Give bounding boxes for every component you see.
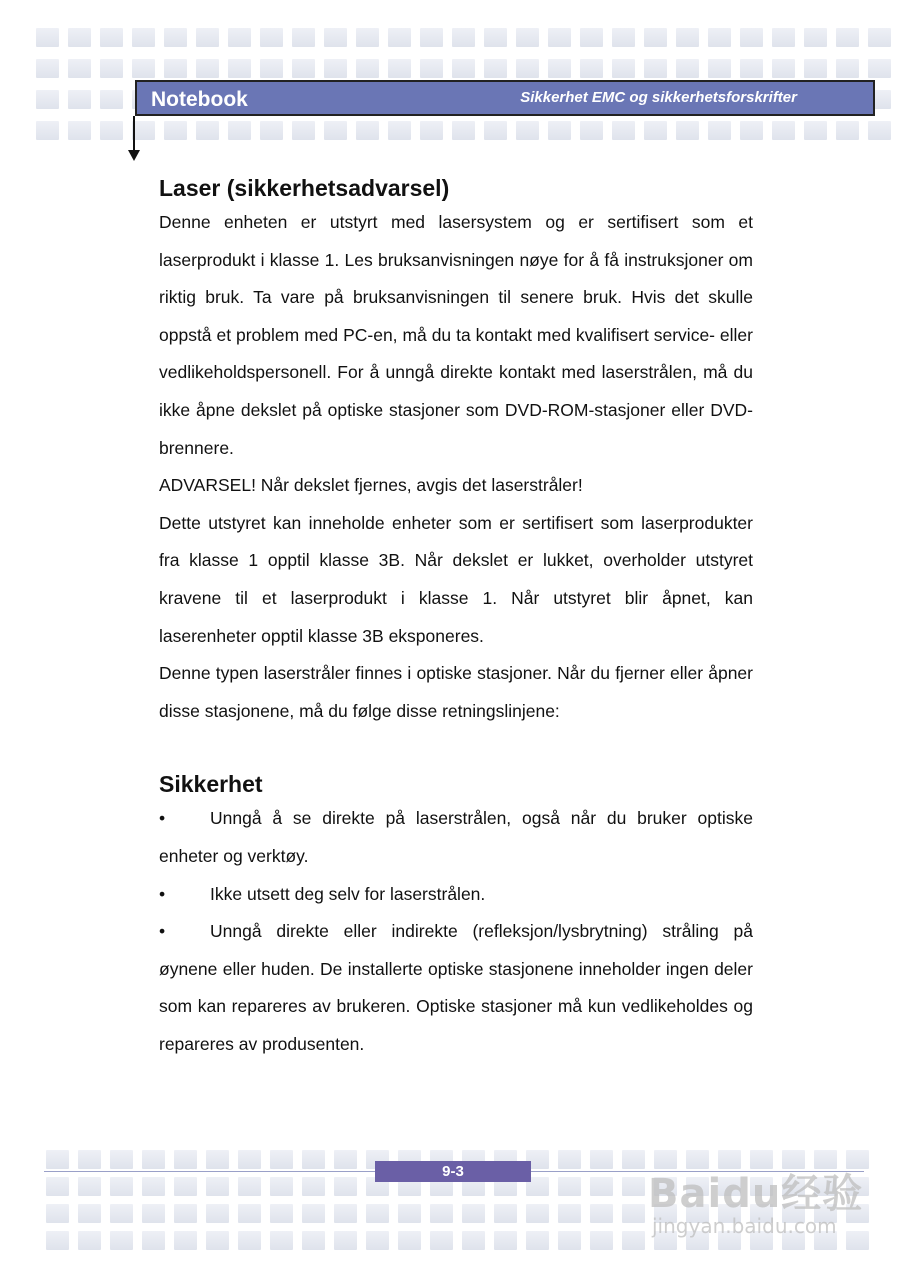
decorative-tile (558, 1231, 581, 1250)
decorative-tile (622, 1150, 645, 1169)
watermark-logo (648, 1160, 868, 1250)
page-number: 9-3 (375, 1161, 531, 1182)
decorative-tile (452, 28, 475, 47)
decorative-tile (78, 1177, 101, 1196)
marker-line (133, 116, 135, 152)
decorative-tile (420, 28, 443, 47)
decorative-tile (484, 59, 507, 78)
decorative-tile (142, 1177, 165, 1196)
decorative-tile (590, 1204, 613, 1223)
decorative-tile (676, 121, 699, 140)
decorative-tile (868, 121, 891, 140)
decorative-tile (516, 121, 539, 140)
decorative-tile (196, 59, 219, 78)
decorative-tile (78, 1204, 101, 1223)
decorative-tile (484, 28, 507, 47)
decorative-tile (206, 1150, 229, 1169)
decorative-tile (612, 28, 635, 47)
decorative-tile (580, 59, 603, 78)
decorative-tile (142, 1150, 165, 1169)
decorative-tile (238, 1204, 261, 1223)
decorative-tile (836, 59, 859, 78)
laser-paragraph: Denne typen laserstråler finnes i optiske stasjoner. Når du fjerner eller åpner disse stasjonene, må du følge disse retningslinjene: (159, 663, 753, 721)
decorative-tile (388, 59, 411, 78)
arrow-down-icon (128, 150, 140, 161)
bullet-icon: • (159, 808, 166, 829)
decorative-tile (78, 1150, 101, 1169)
list-item-text: Ikke utsett deg selv for laserstrålen. (210, 883, 486, 904)
decorative-tile (804, 28, 827, 47)
decorative-tile (78, 1231, 101, 1250)
list-item (159, 800, 753, 875)
decorative-tile (334, 1231, 357, 1250)
decorative-tile (580, 28, 603, 47)
decorative-tile (302, 1177, 325, 1196)
decorative-tile (526, 1231, 549, 1250)
decorative-tile (420, 121, 443, 140)
decorative-tile (46, 1231, 69, 1250)
decorative-tile (68, 121, 91, 140)
decorative-tile (260, 28, 283, 47)
decorative-tile (100, 121, 123, 140)
decorative-tile (494, 1231, 517, 1250)
decorative-tile (548, 121, 571, 140)
decorative-tile (452, 121, 475, 140)
decorative-tile (110, 1231, 133, 1250)
decorative-tile (708, 28, 731, 47)
laser-paragraph: Dette utstyret kan inneholde enheter som er sertifisert som laserprodukter fra klasse 1 opptil klasse 3B. Når dekslet er lukket, overholder utstyret kravene til et laserprodukt i klasse 1. Når utstyret blir åpnet, kan laserenheter opptil klasse 3B eksponeres. (159, 512, 753, 646)
decorative-tile (302, 1150, 325, 1169)
decorative-tile (590, 1150, 613, 1169)
decorative-tile (334, 1204, 357, 1223)
header-bar (135, 80, 875, 116)
decorative-tile (644, 59, 667, 78)
decorative-tile (334, 1177, 357, 1196)
decorative-tile (388, 121, 411, 140)
decorative-tile (356, 59, 379, 78)
decorative-tile (46, 1150, 69, 1169)
list-item (159, 876, 753, 914)
bullet-icon: • (159, 883, 166, 904)
decorative-tile (516, 28, 539, 47)
decorative-tile (356, 28, 379, 47)
decorative-tile (868, 28, 891, 47)
decorative-tile (36, 121, 59, 140)
decorative-tile (110, 1204, 133, 1223)
section-title: Sikkerhet EMC og sikkerhetsforskrifter (520, 89, 797, 106)
decorative-tile (558, 1150, 581, 1169)
list-item-text: Unngå å se direkte på laserstrålen, også når du bruker optiske enheter og verktøy. (159, 808, 753, 866)
decorative-tile (292, 59, 315, 78)
decorative-tile (622, 1231, 645, 1250)
decorative-tile (772, 59, 795, 78)
decorative-tile (228, 121, 251, 140)
list-item (159, 913, 753, 1063)
decorative-tile (462, 1204, 485, 1223)
decorative-tile (174, 1204, 197, 1223)
decorative-tile (526, 1204, 549, 1223)
decorative-tile (868, 59, 891, 78)
decorative-tile (196, 121, 219, 140)
decorative-tile (740, 59, 763, 78)
decorative-tile (580, 121, 603, 140)
decorative-tile (324, 28, 347, 47)
decorative-tile (164, 28, 187, 47)
decorative-tile (622, 1177, 645, 1196)
decorative-tile (36, 59, 59, 78)
decorative-tile (132, 121, 155, 140)
decorative-tile (260, 121, 283, 140)
laser-paragraph: Denne enheten er utstyrt med lasersystem og er sertifisert som et laserprodukt i klasse 1. Les bruksanvisningen nøye for å få instruksjoner om riktig bruk. Ta vare på bruksanvisningen til senere bruk. Hvis det skulle oppstå et problem med PC-en, må du ta kontakt med kvalifisert service- eller vedlikeholdspersonell. For å unngå direkte kontakt med laserstrålen, må du ikke åpne dekslet på optiske stasjoner som DVD-ROM-stasjoner eller DVD-brennere. (159, 212, 753, 458)
decorative-tile (612, 59, 635, 78)
decorative-tile (132, 28, 155, 47)
decorative-tile (740, 121, 763, 140)
decorative-tile (676, 28, 699, 47)
decorative-tile (804, 121, 827, 140)
decorative-tile (324, 121, 347, 140)
decorative-tile (302, 1204, 325, 1223)
decorative-tile (302, 1231, 325, 1250)
decorative-tile (644, 28, 667, 47)
decorative-tile (292, 121, 315, 140)
decorative-tile (772, 28, 795, 47)
decorative-tile (452, 59, 475, 78)
decorative-tile (644, 121, 667, 140)
decorative-tile (430, 1231, 453, 1250)
decorative-tile (46, 1204, 69, 1223)
list-item-text: Unngå direkte eller indirekte (refleksjon/lysbrytning) stråling på øynene eller huden. De installerte optiske stasjonene inneholder ingen deler som kan repareres av brukeren. Optiske stasjoner må kun vedlikeholdes og repareres av produsenten. (159, 921, 753, 1054)
decorative-tile (174, 1231, 197, 1250)
decorative-tile (558, 1204, 581, 1223)
decorative-tile (142, 1204, 165, 1223)
decorative-tile (68, 28, 91, 47)
decorative-tile (836, 121, 859, 140)
decorative-tile (366, 1231, 389, 1250)
safety-heading: Sikkerhet (159, 771, 263, 798)
decorative-tile (420, 59, 443, 78)
decorative-tile (398, 1204, 421, 1223)
decorative-tile (398, 1231, 421, 1250)
decorative-tile (292, 28, 315, 47)
decorative-tile (206, 1231, 229, 1250)
decorative-tile (100, 59, 123, 78)
decorative-tile (772, 121, 795, 140)
decorative-tile (516, 59, 539, 78)
decorative-tile (334, 1150, 357, 1169)
brand-label: Notebook (151, 88, 248, 111)
decorative-tile (36, 90, 59, 109)
decorative-tile (548, 59, 571, 78)
decorative-tile (590, 1177, 613, 1196)
decorative-tile (68, 59, 91, 78)
decorative-tile (270, 1177, 293, 1196)
decorative-tile (142, 1231, 165, 1250)
decorative-tile (238, 1231, 261, 1250)
laser-heading: Laser (sikkerhetsadvarsel) (159, 175, 450, 201)
decorative-tile (548, 28, 571, 47)
decorative-tile (484, 121, 507, 140)
decorative-tile (462, 1231, 485, 1250)
warning-paragraph: ADVARSEL! Når dekslet fjernes, avgis det laserstråler! (159, 475, 583, 496)
decorative-tile (174, 1177, 197, 1196)
decorative-tile (228, 28, 251, 47)
decorative-tile (110, 1150, 133, 1169)
decorative-tile (836, 28, 859, 47)
decorative-tile (708, 121, 731, 140)
decorative-tile (622, 1204, 645, 1223)
decorative-tile (324, 59, 347, 78)
decorative-tile (100, 90, 123, 109)
decorative-tile (206, 1177, 229, 1196)
decorative-tile (196, 28, 219, 47)
decorative-tile (494, 1204, 517, 1223)
decorative-tile (238, 1150, 261, 1169)
decorative-tile (612, 121, 635, 140)
decorative-tile (676, 59, 699, 78)
decorative-tile (36, 28, 59, 47)
decorative-tile (238, 1177, 261, 1196)
decorative-tile (356, 121, 379, 140)
watermark-brand: Baidu经验 (648, 1171, 864, 1217)
page-content (159, 172, 753, 1063)
decorative-tile (110, 1177, 133, 1196)
decorative-tile (174, 1150, 197, 1169)
decorative-tile (740, 28, 763, 47)
decorative-tile (100, 28, 123, 47)
decorative-tile (68, 90, 91, 109)
decorative-tile (164, 59, 187, 78)
decorative-tile (430, 1204, 453, 1223)
decorative-tile (164, 121, 187, 140)
decorative-tile (206, 1204, 229, 1223)
decorative-tile (366, 1204, 389, 1223)
decorative-tile (590, 1231, 613, 1250)
decorative-tile (260, 59, 283, 78)
decorative-tile (558, 1177, 581, 1196)
decorative-tile (804, 59, 827, 78)
decorative-tile (388, 28, 411, 47)
decorative-tile (132, 59, 155, 78)
watermark-url: jingyan.baidu.com (652, 1214, 837, 1238)
decorative-tile (270, 1204, 293, 1223)
decorative-tile (46, 1177, 69, 1196)
decorative-tile (708, 59, 731, 78)
bullet-icon: • (159, 921, 166, 942)
decorative-tile (270, 1150, 293, 1169)
decorative-tile (228, 59, 251, 78)
decorative-tile (270, 1231, 293, 1250)
